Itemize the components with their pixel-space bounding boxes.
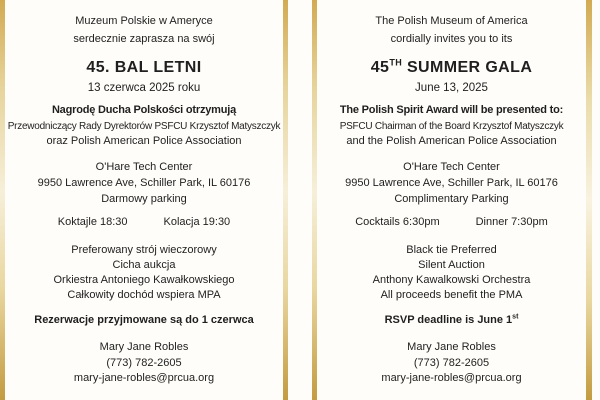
gold-border-right-outer <box>586 0 592 400</box>
contact-name: Mary Jane Robles <box>407 341 496 353</box>
award-heading: Nagrodę Ducha Polskości otrzymują <box>51 104 237 116</box>
award-recipient: Przewodniczący Rady Dyrektorów PSFCU Krzysztof Matyszczyk <box>7 120 281 132</box>
schedule-row <box>5 214 283 230</box>
venue-address: 9950 Lawrence Ave, Schiller Park, IL 60176 <box>37 177 251 189</box>
gold-border-left-inner <box>283 0 288 400</box>
dinner-time: Dinner 7:30pm <box>475 216 548 228</box>
org-intro <box>5 12 283 48</box>
proceeds-note: Całkowity dochód wspiera MPA <box>67 289 221 301</box>
invitation-line: cordially invites you to its <box>390 33 513 45</box>
rsvp-text: RSVP deadline is June 1 <box>384 314 513 326</box>
event-date: June 13, 2025 <box>415 82 488 94</box>
panel-polish <box>5 0 283 400</box>
org-intro <box>317 12 586 48</box>
invitation-line: serdecznie zaprasza na swój <box>73 33 215 45</box>
parking-note: Darmowy parking <box>101 193 187 205</box>
award-section <box>5 103 283 150</box>
org-name: The Polish Museum of America <box>375 15 528 27</box>
award-recipient-secondary: oraz Polish American Police Association <box>46 135 242 147</box>
cocktails-time: Cocktails 6:30pm <box>355 216 440 228</box>
venue-address: 9950 Lawrence Ave, Schiller Park, IL 60176 <box>345 177 558 189</box>
orchestra-note: Orkiestra Antoniego Kawałkowskiego <box>53 274 235 286</box>
award-recipient: PSFCU Chairman of the Board Krzysztof Matyszczyk <box>339 120 564 132</box>
contact-phone: (773) 782-2605 <box>413 356 490 369</box>
auction-note: Silent Auction <box>418 259 485 271</box>
venue-name: O'Hare Tech Center <box>403 161 500 173</box>
title-number: 45 <box>370 59 390 76</box>
contact-phone: (773) 782-2605 <box>106 356 182 369</box>
event-date: 13 czerwca 2025 roku <box>87 82 201 94</box>
rsvp-deadline: Rezerwacje przyjmowane są do 1 czerwca <box>34 314 254 326</box>
venue-section <box>5 159 283 207</box>
org-name: Muzeum Polskie w Ameryce <box>75 15 213 27</box>
contact-name: Mary Jane Robles <box>99 341 189 353</box>
event-title <box>317 57 586 79</box>
ordinal-superscript: TH <box>389 57 403 68</box>
event-title-block <box>5 57 283 97</box>
venue-section <box>317 159 586 207</box>
cocktails-time: Koktajle 18:30 <box>57 216 128 228</box>
contact-section <box>317 340 586 387</box>
orchestra-note: Anthony Kawalkowski Orchestra <box>372 274 531 286</box>
event-title: 45. BAL LETNI <box>86 59 202 76</box>
contact-email: mary-jane-robles@prcua.org <box>73 372 215 384</box>
event-details <box>317 243 586 303</box>
venue-name: O'Hare Tech Center <box>95 161 193 173</box>
award-section <box>317 103 586 150</box>
schedule-row <box>317 214 586 230</box>
title-text: SUMMER GALA <box>402 59 533 76</box>
contact-email: mary-jane-robles@prcua.org <box>381 372 522 384</box>
dinner-time: Kolacja 19:30 <box>163 216 231 228</box>
panel-english <box>317 0 586 400</box>
parking-note: Complimentary Parking <box>394 193 509 205</box>
dress-code: Preferowany strój wieczorowy <box>71 244 217 256</box>
rsvp-deadline <box>317 313 586 328</box>
award-heading: The Polish Spirit Award will be presented to: <box>339 104 564 116</box>
award-recipient-secondary: and the Polish American Police Association <box>346 135 557 147</box>
proceeds-note: All proceeds benefit the PMA <box>380 289 523 301</box>
rsvp-ordinal-superscript: st <box>512 313 519 321</box>
event-title-block <box>317 57 586 97</box>
dress-code: Black tie Preferred <box>406 244 497 256</box>
event-details <box>5 243 283 303</box>
contact-section <box>5 340 283 387</box>
auction-note: Cicha aukcja <box>112 259 176 271</box>
